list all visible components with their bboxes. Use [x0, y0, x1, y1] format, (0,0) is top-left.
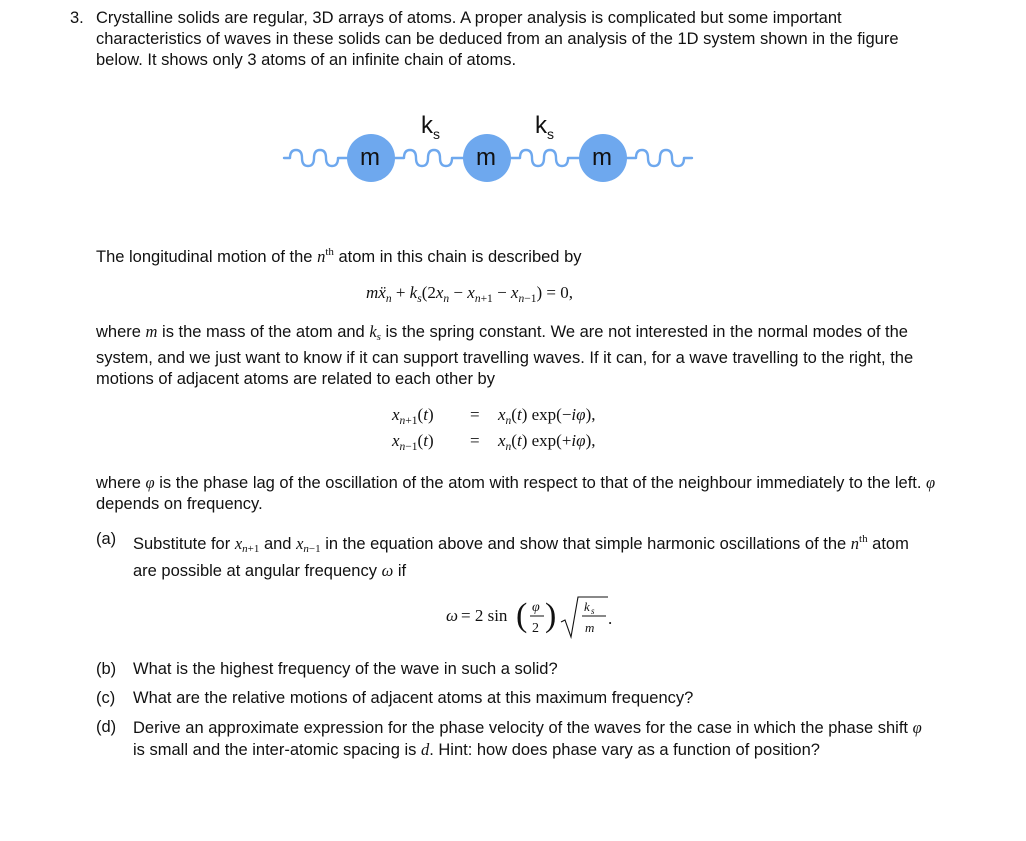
equation-of-motion: $mẍ_n + k_s(2x_n - x_{n+1} - x_{n-1}) = 0$,: [366, 283, 573, 305]
svg-text:φ: φ: [532, 600, 540, 615]
spring-left: [284, 150, 348, 166]
equals-sign-1: =: [470, 405, 480, 424]
svg-text:k: k: [584, 599, 590, 614]
svg-text:= 2 sin: = 2 sin: [461, 606, 508, 625]
phase-relation-forward-rhs: $x_n(t)$ exp(−iφ),: [498, 405, 596, 427]
phase-relation-forward: $x_{n+1}(t)$: [392, 405, 434, 427]
spring-constant-label-2: $k_s$: [535, 112, 554, 142]
svg-text:): ): [545, 597, 557, 634]
part-a-label: (a): [96, 530, 117, 548]
svg-text:ω: ω: [446, 606, 459, 625]
spring-1: [394, 150, 464, 166]
part-a-text: Substitute for xn+1 and xn−1 in the equation above and show that simple harmonic oscillations of the $n^{th}$ atom are possible at angular frequency ω if: [133, 533, 909, 580]
part-b: [96, 659, 936, 681]
question-intro: Crystalline solids are regular, 3D arrays of atoms. A proper analysis is complicated but some important characteristics of waves in these solids can be deduced from an analysis of the 1D system shown in the figure below. It shows only 3 atoms of an infinite chain of atoms.: [96, 9, 899, 69]
svg-text:(: (: [516, 597, 528, 634]
part-c: [96, 688, 936, 710]
question-number: 3.: [70, 9, 84, 27]
mass-spring-figure: [270, 110, 710, 190]
dispersion-relation: [446, 594, 636, 642]
svg-text:.: .: [608, 609, 613, 628]
spring-right: [626, 150, 692, 166]
equals-sign-2: =: [470, 431, 480, 450]
phase-relation-backward: $x_{n-1}(t)$: [392, 431, 434, 453]
part-d-label: (d): [96, 718, 117, 736]
part-b-text: What is the highest frequency of the wave in such a solid?: [133, 660, 558, 678]
part-a: [96, 529, 936, 580]
svg-text:m: m: [585, 620, 595, 635]
phase-relation-backward-rhs: $x_n(t)$ exp(+iφ),: [498, 431, 596, 453]
dispersion-formula: [446, 594, 636, 642]
part-b-label: (b): [96, 660, 117, 678]
motion-description: The longitudinal motion of the $n^{th}$ atom in this chain is described by: [96, 246, 582, 266]
mass-label-3: m: [592, 144, 612, 171]
part-d: [96, 717, 936, 783]
part-c-label: (c): [96, 689, 116, 707]
spring-paragraph: where m is the mass of the atom and ks is the spring constant. We are not interested in the normal modes of the system, and we just want to know if it can support travelling waves. If it can, for a wave travelling to the right, the motions of adjacent atoms are related to each other by: [96, 322, 914, 388]
part-c-text: What are the relative motions of adjacent atoms at this maximum frequency?: [133, 689, 694, 707]
phase-lag-paragraph: where φ is the phase lag of the oscillation of the atom with respect to that of the neighbour immediately to the left. φ depends on frequency.: [96, 473, 936, 513]
svg-text:2: 2: [532, 621, 539, 636]
spring-2: [510, 150, 580, 166]
mass-label-2: m: [476, 144, 496, 171]
part-d-text: Derive an approximate expression for the phase velocity of the waves for the case in which the phase shift φ is small and the inter-atomic spacing is d. Hint: how does phase vary as a function of position?: [133, 718, 922, 759]
svg-text:s: s: [591, 606, 595, 616]
mass-label-1: m: [360, 144, 380, 171]
spring-constant-label-1: $k_s$: [421, 112, 440, 142]
